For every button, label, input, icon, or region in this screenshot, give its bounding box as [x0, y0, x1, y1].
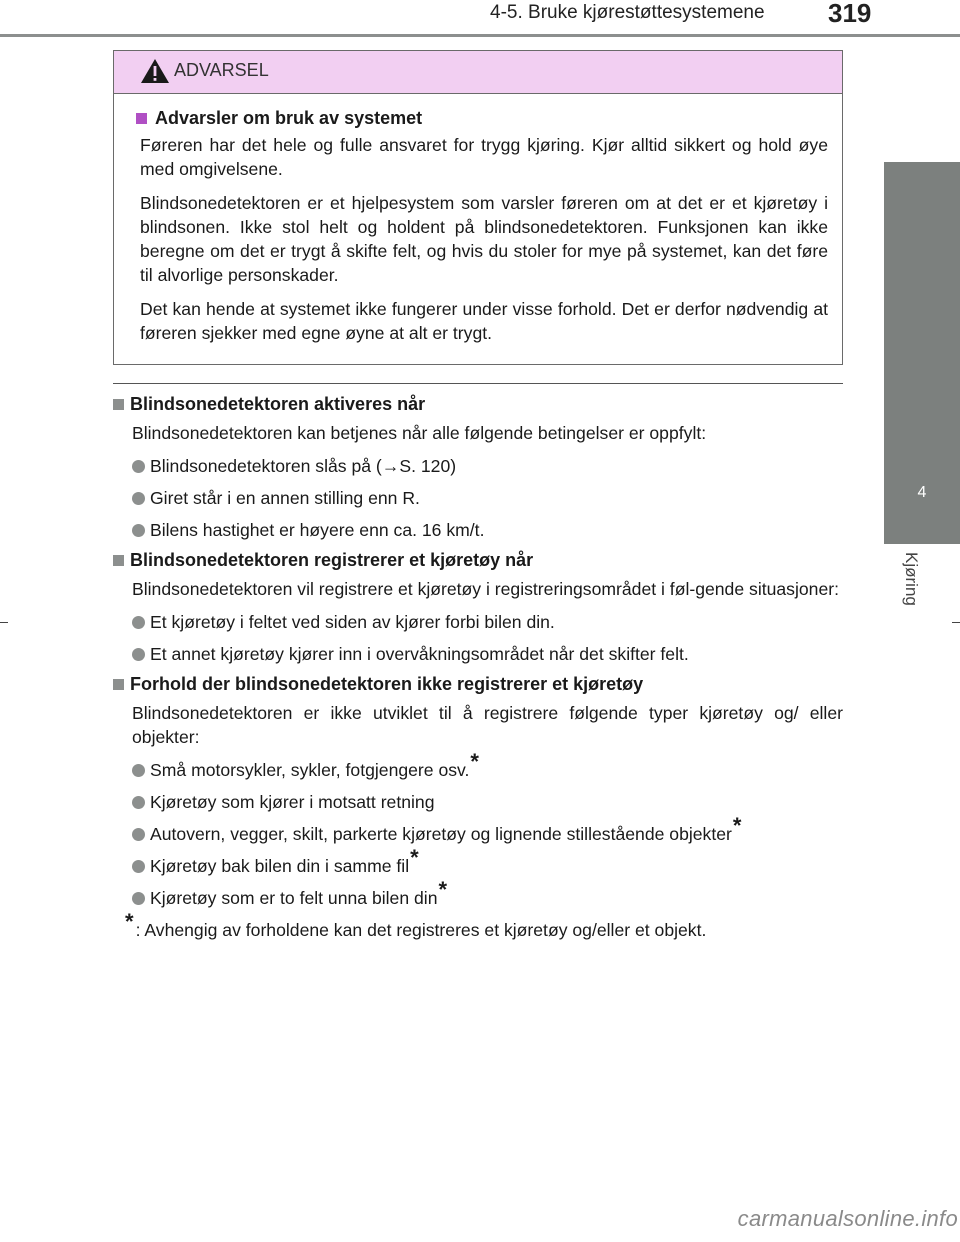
- header-rule: [0, 34, 960, 37]
- section-intro: Blindsonedetektoren kan betjenes når alle følgende betingelser er oppfylt:: [132, 423, 707, 443]
- footnote-marker: *: [125, 909, 134, 935]
- bullet-dot-icon: [132, 860, 145, 873]
- bullet-dot-icon: [132, 764, 145, 777]
- list-item: [113, 749, 843, 782]
- warning-box: [113, 50, 843, 365]
- warning-header: [114, 51, 842, 94]
- list-item: [113, 790, 843, 814]
- bullet-dot-icon: [132, 460, 145, 473]
- square-bullet-icon: [113, 679, 124, 690]
- bullet-dot-icon: [132, 892, 145, 905]
- list-item: [113, 610, 843, 634]
- footnote-marker: *: [438, 877, 448, 903]
- footnote-marker: *: [410, 845, 419, 871]
- footnote-text: : Avhengig av forholdene kan det registreres et kjøretøy og/eller et objekt.: [135, 920, 707, 940]
- list-item-text: Små motorsykler, sykler, fotgjengere osv.: [150, 760, 470, 780]
- square-bullet-icon: [113, 399, 124, 410]
- list-item-text: Giret står i en annen stilling enn R.: [150, 488, 420, 508]
- section-heading: [113, 550, 843, 571]
- warning-paragraph: Blindsonedetektoren er et hjelpesystem som varsler føreren om at det er et kjøretøy i blindsonen. Ikke stol helt og holdent på blindsonedetektoren. Funksjonen kan ikke beregne om det er trygt å skifte felt, og hvis du stoler for mye på systemet, kan det føre til alvorlige personskader.: [140, 193, 828, 285]
- section-heading: [113, 674, 843, 695]
- list-item: [113, 642, 843, 666]
- section-heading-text: Forhold der blindsonedetektoren ikke registrerer et kjøretøy: [130, 674, 644, 694]
- arrow-symbol: →: [381, 456, 400, 476]
- crop-mark: [0, 622, 8, 623]
- section-heading-text: Blindsonedetektoren aktiveres når: [130, 394, 426, 414]
- warning-heading-text: Advarsler om bruk av systemet: [155, 108, 423, 128]
- footnote-marker: *: [470, 749, 479, 775]
- list-item-text: Et annet kjøretøy kjører inn i overvåkningsområdet når det skifter felt.: [150, 644, 689, 664]
- list-item: [113, 454, 843, 478]
- list-item-text: Autovern, vegger, skilt, parkerte kjøretøy og lignende stillestående objekter: [150, 824, 732, 844]
- chapter-tab: [884, 162, 960, 544]
- bullet-dot-icon: [132, 616, 145, 629]
- warning-label: ADVARSEL: [174, 60, 269, 80]
- list-item-text: Kjøretøy bak bilen din i samme fil: [150, 856, 410, 876]
- warning-paragraph: Føreren har det hele og fulle ansvaret for trygg kjøring. Kjør alltid sikkert og hold øye med omgivelsene.: [140, 135, 828, 179]
- section-heading-text: Blindsonedetektoren registrerer et kjøretøy når: [130, 550, 534, 570]
- warning-heading: [136, 108, 828, 129]
- list-item-text: Blindsonedetektoren slås på (: [150, 456, 382, 476]
- section-intro: Blindsonedetektoren vil registrere et kjøretøy i registreringsområdet i føl-gende situasjoner:: [132, 579, 839, 599]
- list-item-text: Bilens hastighet er høyere enn ca. 16 km/t.: [150, 520, 485, 540]
- chapter-label-text: Kjøring: [902, 552, 921, 606]
- square-bullet-icon: [113, 555, 124, 566]
- list-item: [113, 486, 843, 510]
- section-title: 4-5. Bruke kjørestøttesystemene: [490, 2, 765, 23]
- page-reference-link[interactable]: S. 120): [399, 456, 457, 476]
- warning-paragraph: Det kan hende at systemet ikke fungerer under visse forhold. Det er derfor nødvendig at føreren sjekker med egne øyne at alt er trygt.: [140, 299, 828, 343]
- page-number: 319: [828, 0, 872, 28]
- watermark: carmanualsonline.info: [737, 1206, 958, 1231]
- list-item: [113, 845, 843, 878]
- list-item: [113, 518, 843, 542]
- list-item-text: Et kjøretøy i feltet ved siden av kjører forbi bilen din.: [150, 612, 555, 632]
- crop-mark: [952, 622, 960, 623]
- footnote-marker: *: [732, 813, 742, 839]
- bullet-dot-icon: [132, 648, 145, 661]
- section-divider: [113, 383, 843, 384]
- bullet-dot-icon: [132, 828, 145, 841]
- section-heading: [113, 394, 843, 415]
- square-bullet-icon: [136, 113, 147, 124]
- warning-body: [114, 94, 842, 345]
- warning-triangle-icon: [140, 57, 170, 85]
- bullet-dot-icon: [132, 524, 145, 537]
- chapter-number: 4: [917, 484, 927, 501]
- bullet-dot-icon: [132, 492, 145, 505]
- footnote: [113, 909, 843, 942]
- list-item-text: Kjøretøy som er to felt unna bilen din: [150, 888, 438, 908]
- chapter-label: [903, 552, 921, 622]
- main-content: [113, 394, 843, 942]
- list-item: [113, 813, 843, 846]
- section-intro: Blindsonedetektoren er ikke utviklet til å registrere følgende typer kjøretøy og/ eller objekter:: [132, 703, 843, 747]
- list-item: [113, 877, 843, 910]
- list-item-text: Kjøretøy som kjører i motsatt retning: [150, 792, 435, 812]
- bullet-dot-icon: [132, 796, 145, 809]
